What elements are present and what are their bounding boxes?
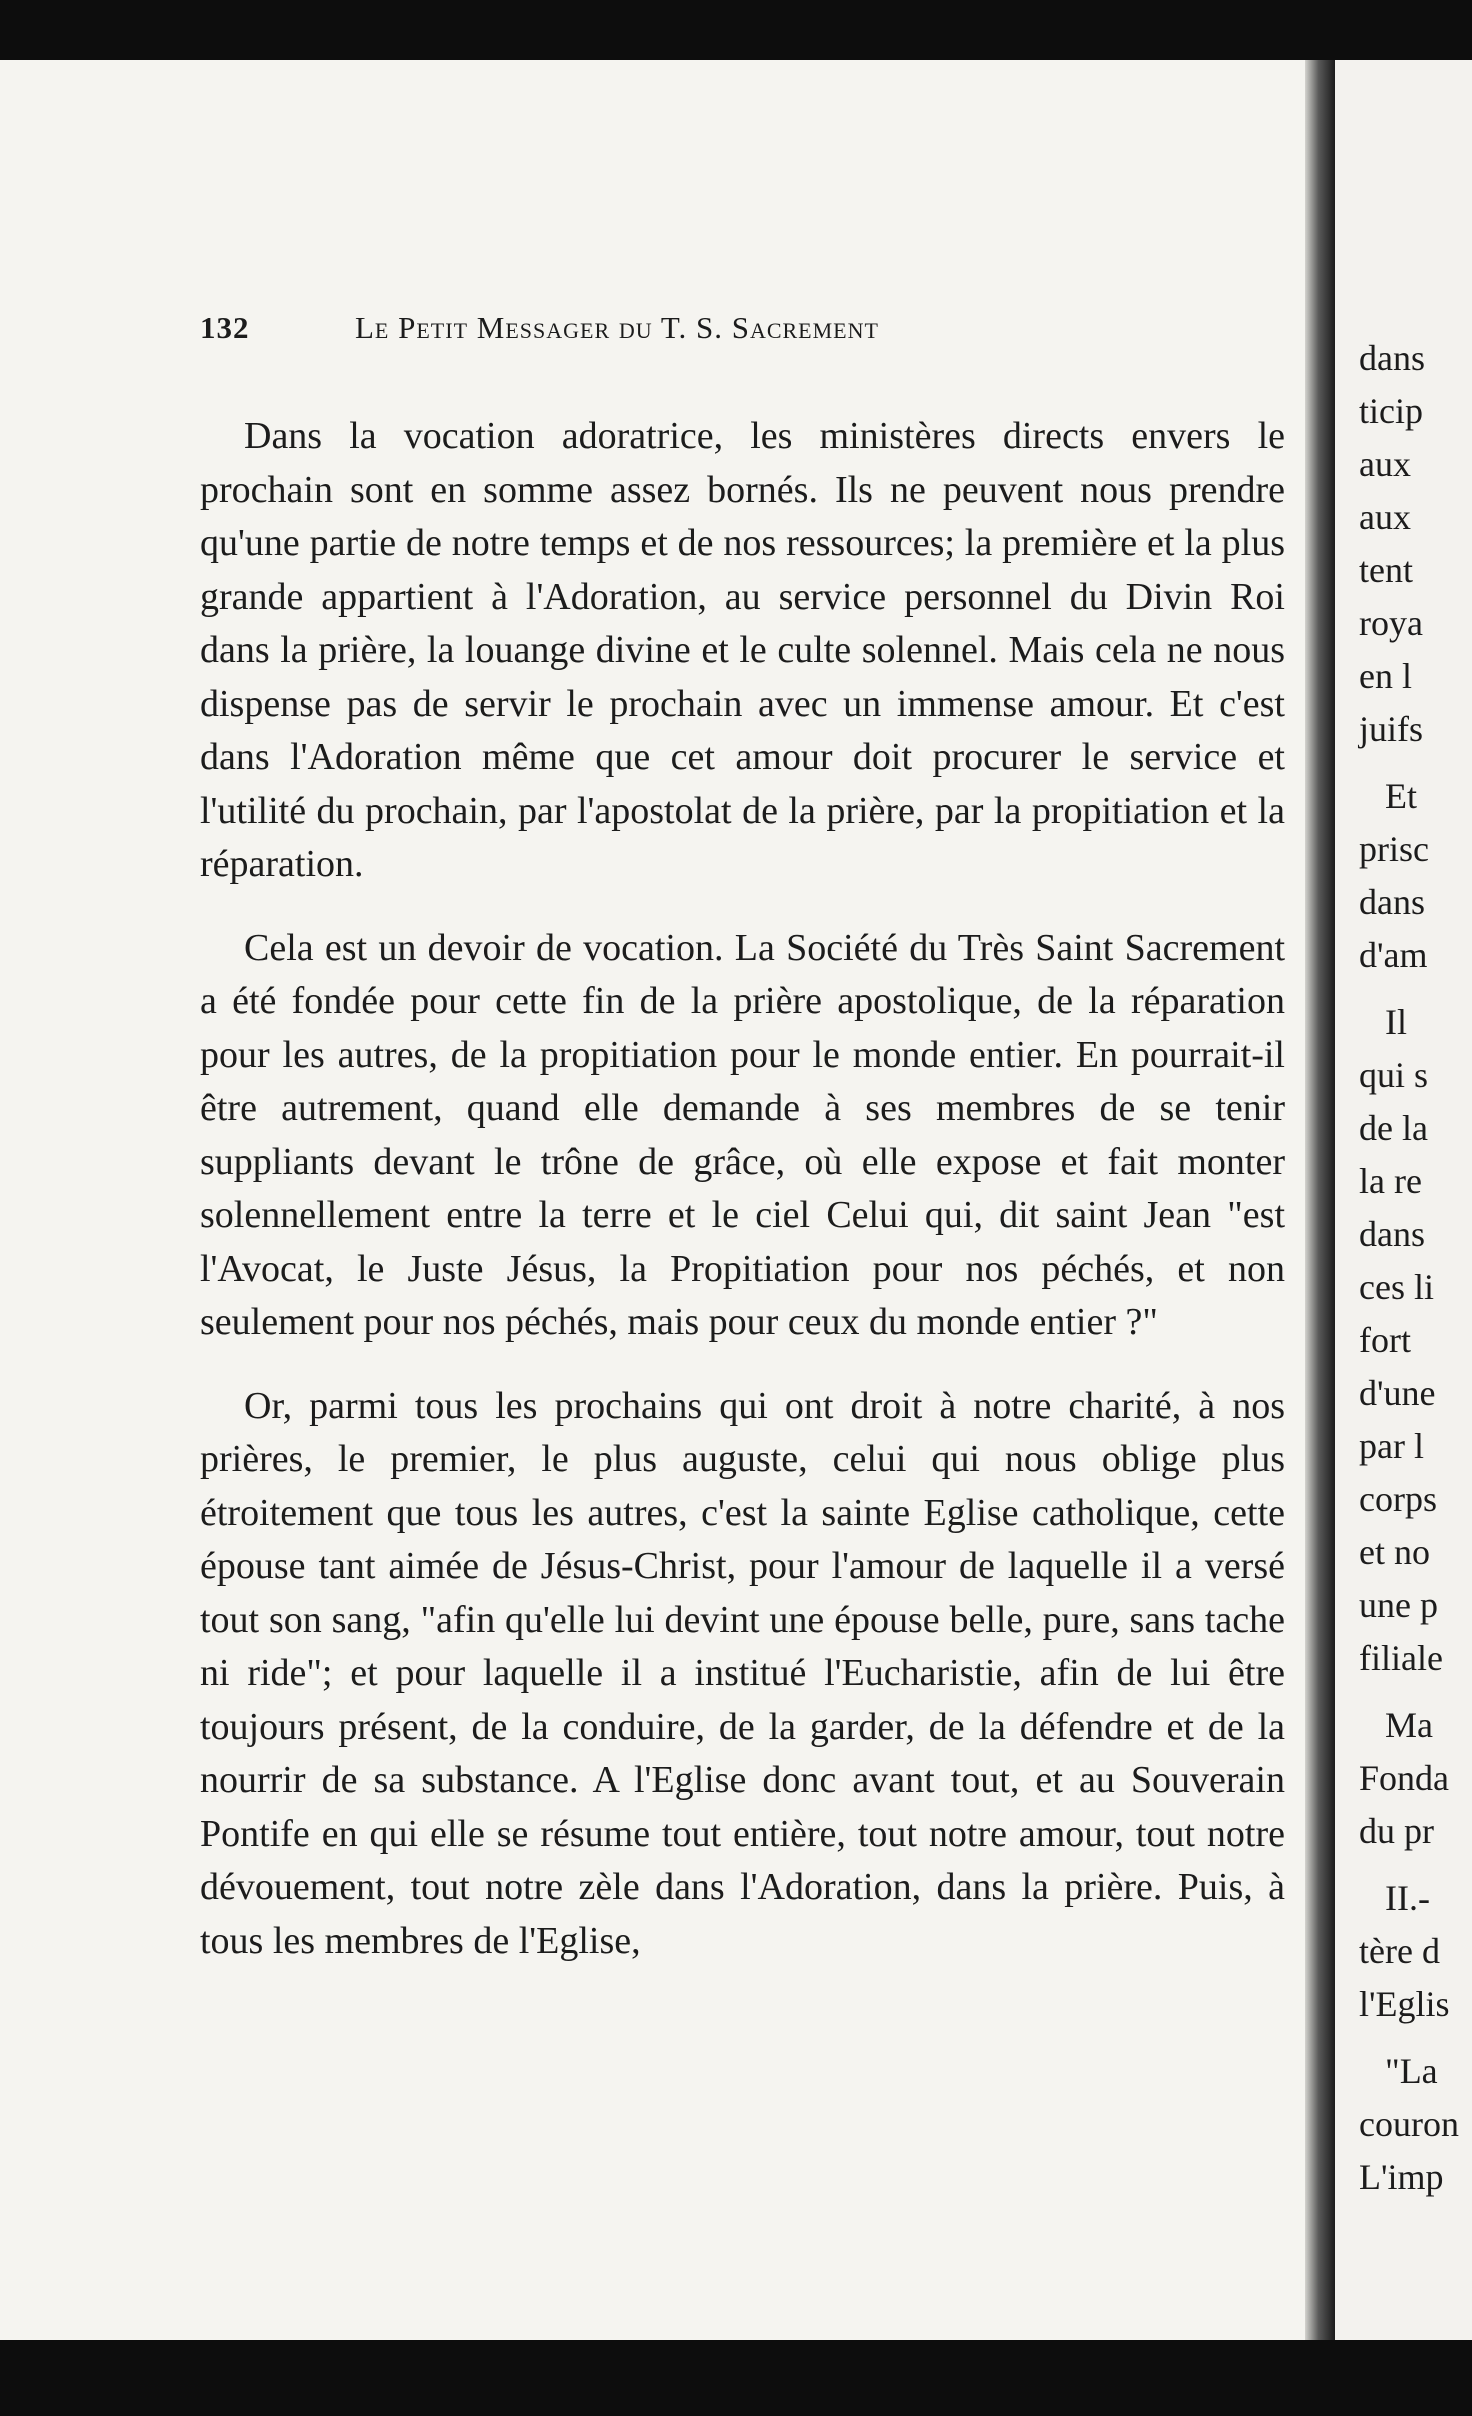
text-fragment: tère d <box>1359 1931 1440 1971</box>
text-fragment: l'Eglis <box>1359 1984 1450 2024</box>
text-fragment: filiale <box>1359 1638 1443 1678</box>
text-fragment: par l <box>1359 1426 1424 1466</box>
text-fragment: Ma <box>1385 1705 1433 1745</box>
paragraph: Or, parmi tous les prochains qui ont droit à notre charité, à nos prières, le premier, le plus auguste, celui qui nous oblige plus étroitement que tous les autres, c'est la sainte Eglise catholique, cette épouse tant aimée de Jésus-Christ, pour l'amour de laquelle il a versé tout son sang, "afin qu'elle lui devint une épouse belle, pure, sans tache ni ride"; et pour laquelle il a institué l'Eucharistie, afin de lui être toujours présent, de la conduire, de la garder, de la défendre et de la nourrir de sa substance. A l'Eglise donc avant tout, et au Souverain Pontife en qui elle se résume tout entière, tout notre amour, tout notre dévouement, tout notre zèle dans l'Adoration, dans la prière. Puis, à tous les membres de l'Eglise, <box>200 1384 1285 1962</box>
text-fragment: fort <box>1359 1320 1411 1360</box>
book-gutter-shadow <box>1305 60 1335 2340</box>
text-fragment: Fonda <box>1359 1758 1449 1798</box>
text-fragment: II.- <box>1385 1878 1430 1918</box>
left-page-content <box>200 310 1285 1998</box>
page-number: 132 <box>200 310 250 345</box>
text-fragment: dans <box>1359 338 1425 378</box>
text-fragment: aux <box>1359 497 1411 537</box>
text-fragment: dans <box>1359 1214 1425 1254</box>
text-fragment: ticip <box>1359 391 1423 431</box>
text-fragment: ces li <box>1359 1267 1434 1307</box>
text-fragment: du pr <box>1359 1811 1434 1851</box>
text-fragment: une p <box>1359 1585 1438 1625</box>
right-page-fragments <box>1359 332 1472 2204</box>
text-fragment: Il <box>1385 1002 1407 1042</box>
text-fragment: "La <box>1385 2051 1438 2091</box>
text-fragment: la re <box>1359 1161 1422 1201</box>
text-fragment: Et <box>1385 776 1417 816</box>
text-fragment: roya <box>1359 603 1423 643</box>
text-fragment: et no <box>1359 1532 1430 1572</box>
left-page <box>0 60 1315 2340</box>
text-fragment: en l <box>1359 656 1412 696</box>
text-fragment: L'imp <box>1359 2157 1444 2197</box>
text-fragment: d'am <box>1359 935 1428 975</box>
paragraph: Cela est un devoir de vocation. La Société du Très Saint Sacrement a été fondée pour cette fin de la prière apostolique, de la réparation pour les autres, de la propitiation pour le monde entier. En pourrait-il être autrement, quand elle demande à ses membres de se tenir suppliants devant le trône de grâce, où elle expose et fait monter solennellement entre la terre et le ciel Celui qui, dit saint Jean "est l'Avocat, le Juste Jésus, la Propitiation pour nos péchés, et non seulement pour nos péchés, mais pour ceux du monde entier ?" <box>200 926 1285 1343</box>
body-text <box>200 410 1285 1968</box>
text-fragment: de la <box>1359 1108 1428 1148</box>
text-fragment: prisc <box>1359 829 1429 869</box>
text-fragment: dans <box>1359 882 1425 922</box>
text-fragment: tent <box>1359 550 1413 590</box>
running-head-title: Le Petit Messager du T. S. Sacrement <box>355 310 879 345</box>
text-fragment: juifs <box>1359 709 1424 749</box>
running-head <box>200 310 1285 354</box>
text-fragment: qui s <box>1359 1055 1429 1095</box>
text-fragment: couron <box>1359 2104 1459 2144</box>
text-fragment: corps <box>1359 1479 1437 1519</box>
paragraph: Dans la vocation adoratrice, les ministères directs envers le prochain sont en somme assez bornés. Ils ne peuvent nous prendre qu'une partie de notre temps et de nos ressources; la première et la plus grande appartient à l'Adoration, au service personnel du Divin Roi dans la prière, la louange divine et le culte solennel. Mais cela ne nous dispense pas de servir le prochain avec un immense amour. Et c'est dans l'Adoration même que cet amour doit procurer le service et l'utilité du prochain, par l'apostolat de la prière, par la propitiation et la réparation. <box>200 415 1285 885</box>
text-fragment: aux <box>1359 444 1411 484</box>
text-fragment: d'une <box>1359 1373 1436 1413</box>
right-page-cropped <box>1335 60 1472 2340</box>
